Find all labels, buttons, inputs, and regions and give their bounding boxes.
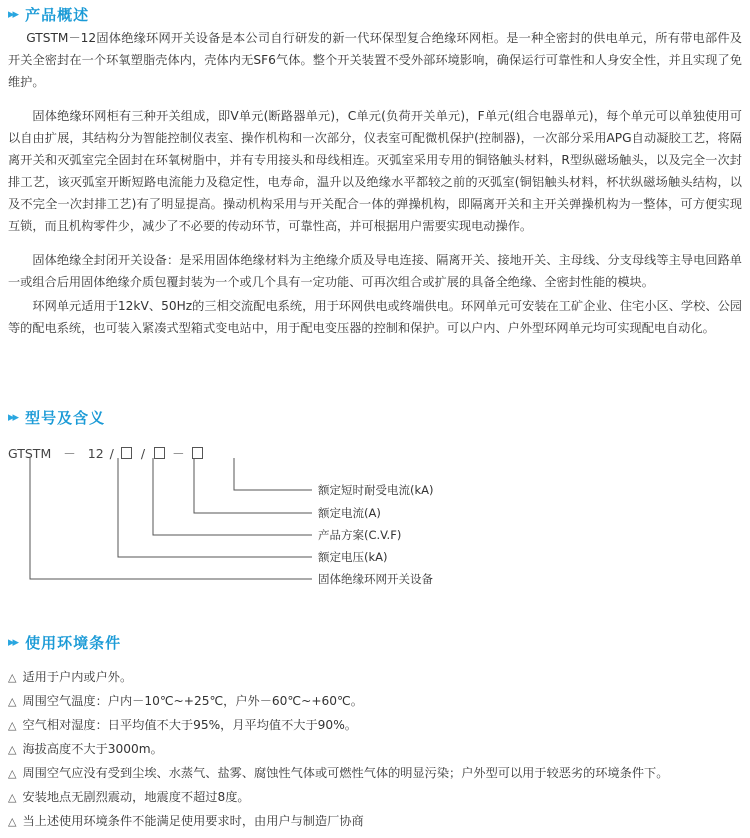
overview-paragraph-1: GTSTM－12固体绝缘环网开关设备是本公司自行研发的新一代环保型复合绝缘环网柜。是一种全密封的供电单元，所有带电部件及开关全密封在一个环氧塑脂壳体内，壳体内无SF6气体。整个开关装置不受外部环境影响，确保运行可靠性和人身安全性，并且实现了免维护。: [8, 31, 742, 89]
section-title-model: 型号及含义: [25, 409, 106, 427]
triangle-icon: △: [8, 815, 17, 828]
model-code-voltage: 12: [87, 445, 104, 461]
double-arrow-icon: ▸▸: [8, 410, 18, 425]
model-code-diagram: [0, 440, 750, 600]
section-header-overview: [8, 4, 89, 25]
annotation-rated-current: 额定电流(A): [318, 506, 381, 520]
env-item: [8, 788, 250, 805]
model-code-prefix: GTSTM: [8, 445, 52, 461]
triangle-icon: △: [8, 791, 17, 804]
env-item: [8, 740, 163, 757]
triangle-icon: △: [8, 671, 17, 684]
section-title-env: 使用环境条件: [25, 634, 122, 652]
annotation-equipment-name: 固体绝缘环网开关设备: [318, 572, 433, 586]
triangle-icon: △: [8, 743, 17, 756]
triangle-icon: △: [8, 695, 17, 708]
annotation-short-time-current: 额定短时耐受电流(kA): [318, 483, 434, 497]
double-arrow-icon: ▸▸: [8, 635, 18, 650]
overview-paragraph-2: 固体绝缘环网柜有三种开关组成，即V单元(断路器单元)，C单元(负荷开关单元)，F单元(组合电器单元)，每个单元可以单独使用可以自由扩展，其结构分为智能控制仪表室、操作机构和一次部分，仪表室可配微机保护(控制器)，一次部分采用APG自动凝胶工艺，将隔离开关和灭弧室完全固封在环氧树脂中，并有专用接头和母线相连。灭弧室采用专用的铜铬触头材料，R型纵磁场触头，以及完全一次封排工艺，该灭弧室开断短路电流能力及稳定性，电寿命，温升以及绝缘水平都较之前的灭弧室(铜铝触头材料，杯状纵磁场触头结构，以及不完全一次封排工艺)有了明显提高。操动机构采用与开关配合一体的弹操机构，即隔离开关和主开关弹操机构为一整体，可方便实现互锁，而且机构零件少，减少了不必要的传动环节，可靠性高，并可根据用户需要实现电动操作。: [8, 109, 742, 233]
section-title-overview: 产品概述: [25, 6, 90, 24]
env-item: [8, 692, 363, 709]
double-arrow-icon: ▸▸: [8, 7, 18, 22]
model-code-dash: －: [63, 446, 76, 461]
env-item-text: 安装地点无剧烈震动，地震度不超过8度。: [22, 790, 250, 804]
model-code-slash: /: [140, 445, 146, 461]
env-item-text: 适用于户内或户外。: [22, 670, 133, 684]
env-item-text: 周围空气温度：户内－10℃~+25℃，户外－60℃~+60℃。: [22, 694, 363, 708]
env-item: [8, 716, 357, 733]
overview-paragraph-4: 环网单元适用于12kV、50Hz的三相交流配电系统，用于环网供电或终端供电。环网单元可安装在工矿企业、住宅小区、学校、公园等的配电系统，也可装入紧凑式型箱式变电站中，用于配电变压器的控制和保护。可以户内、户外型环网单元均可实现配电自动化。: [8, 299, 742, 335]
annotation-rated-voltage: 额定电压(kA): [318, 550, 388, 564]
section-header-env: [8, 632, 121, 653]
env-item: [8, 764, 668, 781]
triangle-icon: △: [8, 719, 17, 732]
section-header-model: [8, 407, 105, 428]
env-item: [8, 668, 132, 685]
model-code-slash: /: [109, 445, 114, 461]
env-item-text: 空气相对湿度：日平均值不大于95%，月平均值不大于90%。: [22, 718, 357, 732]
env-item-text: 海拔高度不大于3000m。: [22, 742, 163, 756]
overview-paragraph-3: 固体绝缘全封闭开关设备：是采用固体绝缘材料为主绝缘介质及导电连接、隔离开关、接地开关、主母线、分支母线等主导电回路单一或组合后用固体绝缘介质包覆封装为一个或几个具有一定功能、可再次组合或扩展的具备全绝缘、全密封性能的模块。: [8, 253, 742, 289]
env-item: [8, 812, 364, 829]
env-item-text: 当上述使用环境条件不能满足使用要求时，由用户与制造厂协商: [22, 814, 364, 828]
annotation-product-scheme: 产品方案(C.V.F): [318, 528, 402, 542]
model-code-dash: －: [172, 446, 185, 461]
env-item-text: 周围空气应没有受到尘埃、水蒸气、盐雾、腐蚀性气体或可燃性气体的明显污染；户外型可以用于较恶劣的环境条件下。: [22, 766, 669, 780]
triangle-icon: △: [8, 767, 17, 780]
